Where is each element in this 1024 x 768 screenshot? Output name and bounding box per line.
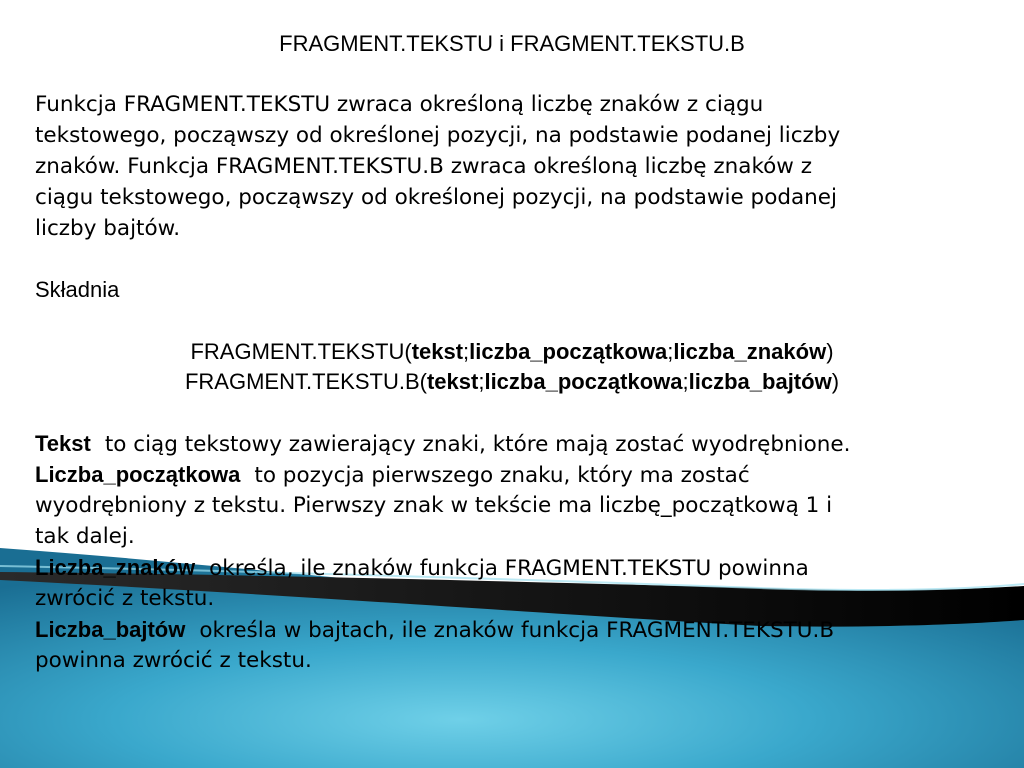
arg-tekst: tekst bbox=[411, 339, 464, 364]
param-liczba-bajtow bbox=[35, 614, 995, 646]
function-name: FRAGMENT.TEKSTU bbox=[190, 339, 405, 364]
intro-line: Funkcja FRAGMENT.TEKSTU zwraca określoną liczbę znaków z ciągu bbox=[35, 92, 764, 117]
arg-liczba-poczatkowa: liczba_początkowa bbox=[484, 369, 683, 394]
param-desc: określa, ile znaków funkcja FRAGMENT.TEKSTU powinna bbox=[209, 556, 809, 581]
syntax-line-fragment-tekstu: FRAGMENT.TEKSTU(tekst;liczba_początkowa;liczba_znaków) bbox=[190, 339, 834, 364]
syntax-line-fragment-tekstu-b: FRAGMENT.TEKSTU.B(tekst;liczba_początkowa;liczba_bajtów) bbox=[184, 369, 840, 394]
function-name: FRAGMENT.TEKSTU.B bbox=[184, 369, 420, 394]
intro-line: znaków. Funkcja FRAGMENT.TEKSTU.B zwraca określoną liczbę znaków z bbox=[35, 154, 812, 179]
param-term: Tekst bbox=[35, 431, 91, 456]
param-term: Liczba_znaków bbox=[35, 555, 196, 580]
slide-title: FRAGMENT.TEKSTU i FRAGMENT.TEKSTU.B bbox=[279, 31, 745, 56]
intro-line: ciągu tekstowego, począwszy od określonej pozycji, na podstawie podanej bbox=[35, 185, 837, 210]
param-liczba-poczatkowa bbox=[35, 459, 995, 491]
param-desc: określa w bajtach, ile znaków funkcja FRAGMENT.TEKSTU.B bbox=[199, 618, 835, 643]
param-desc-line: zwrócić z tekstu. bbox=[35, 586, 215, 611]
param-desc-line: tak dalej. bbox=[35, 524, 135, 549]
param-term: Liczba_początkowa bbox=[35, 462, 241, 487]
intro-line: liczby bajtów. bbox=[35, 216, 181, 241]
intro-line: tekstowego, począwszy od określonej pozycji, na podstawie podanej liczby bbox=[35, 123, 841, 148]
param-desc-line: powinna zwrócić z tekstu. bbox=[35, 648, 312, 673]
arg-liczba-poczatkowa: liczba_początkowa bbox=[469, 339, 668, 364]
param-liczba-znakow bbox=[35, 552, 995, 584]
param-desc-line: wyodrębniony z tekstu. Pierwszy znak w tekście ma liczbę_początkową 1 i bbox=[35, 493, 833, 518]
arg-tekst: tekst bbox=[426, 369, 479, 394]
param-desc: to ciąg tekstowy zawierający znaki, które mają zostać wyodrębnione. bbox=[104, 432, 851, 457]
arg-liczba-znakow: liczba_znaków bbox=[673, 339, 827, 364]
syntax-heading: Składnia bbox=[35, 277, 120, 302]
param-desc: to pozycja pierwszego znaku, który ma zostać bbox=[254, 463, 750, 488]
param-term: Liczba_bajtów bbox=[35, 617, 186, 642]
arg-liczba-bajtow: liczba_bajtów bbox=[688, 369, 832, 394]
param-tekst bbox=[35, 428, 995, 460]
